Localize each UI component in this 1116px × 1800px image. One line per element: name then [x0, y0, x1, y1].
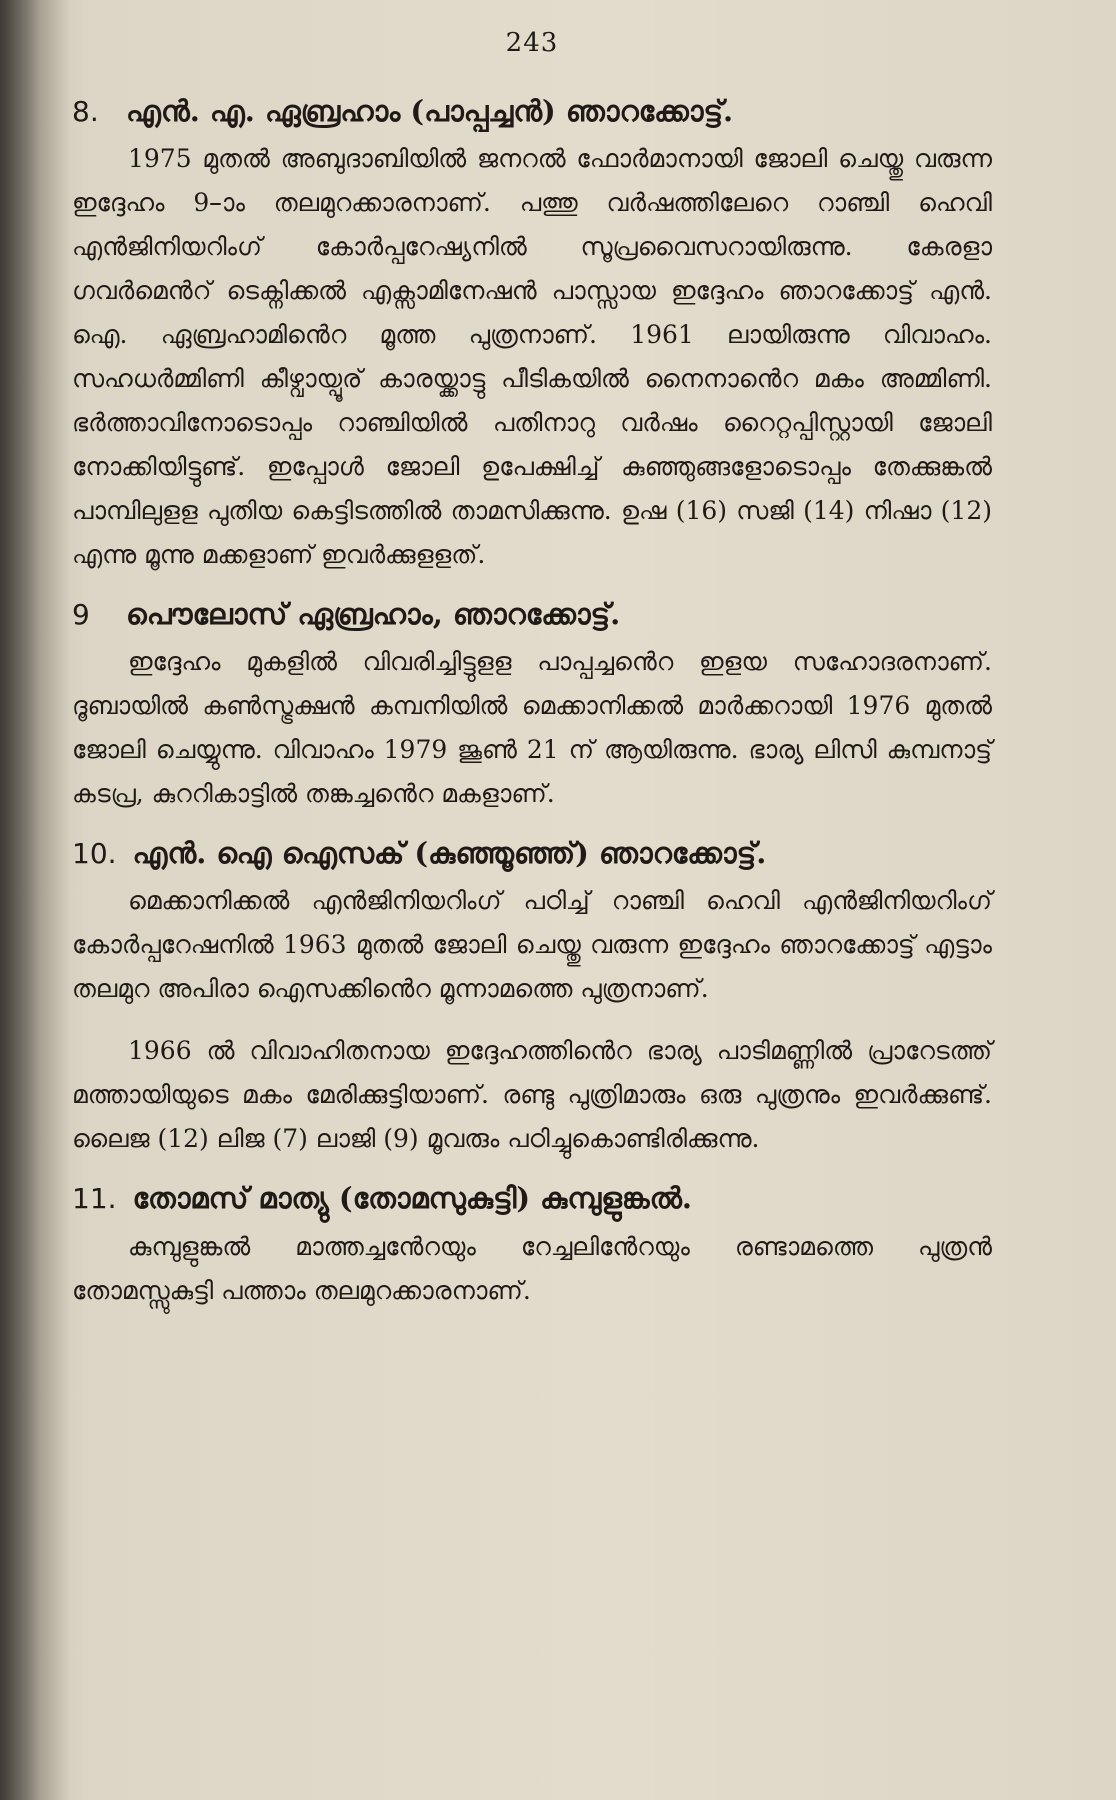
- page-content: [72, 20, 992, 1313]
- entry-title: പൌലോസ് ഏബ്രഹാം, ഞാറക്കോട്ട്.: [126, 597, 621, 632]
- binding-shadow: [0, 0, 70, 1800]
- entry-paragraph: കുമ്പുളുങ്കൽ മാത്തച്ചൻേറയും റേച്ചലിൻേറയും രണ്ടാമത്തെ പുത്രൻ തോമസ്സുകുട്ടി പത്താം തലമുറക്കാരനാണ്.: [72, 1231, 992, 1305]
- entry-heading: [72, 1179, 992, 1218]
- entry-title: എൻ. എ. ഏബ്രഹാം (പാപ്പച്ചൻ) ഞാറക്കോട്ട്.: [126, 94, 734, 128]
- entry-title: എൻ. ഐ ഐസക് (കുഞ്ഞൂഞ്ഞ്) ഞാറക്കോട്ട്.: [132, 836, 767, 871]
- entry-paragraph: ഇദ്ദേഹം മുകളിൽ വിവരിച്ചിട്ടുളള പാപ്പച്ചൻെറ ഇളയ സഹോദരനാണ്. ദൂബായിൽ കൺസ്ട്രക്ഷൻ കമ്പനിയിൽ മെക്കാനിക്കൽ മാർക്കറായി 1976 മുതൽ ജോലി ചെയ്യുന്നു. വിവാഹം 1979 ജൂൺ 21 ന് ആയിരുന്നു. ഭാര്യ ലിസി കുമ്പനാട്ട് കടപ്ര, കുററികാട്ടിൽ തങ്കച്ചൻെറ മകളാണ്.: [72, 647, 992, 809]
- entry-9: [72, 595, 992, 816]
- entry-10: [72, 834, 992, 1161]
- entry-paragraph: 1975 മുതൽ അബുദാബിയിൽ ജനറൽ ഫോർമാനായി ജോലി ചെയ്തു വരുന്ന ഇദ്ദേഹം 9–ാം തലമുറക്കാരനാണ്. പത്തു വർഷത്തിലേറെ റാഞ്ചി ഹെവി എൻജിനിയറിംഗ് കോർപ്പറേഷ്യനിൽ സൂപ്രവൈസറായിരുന്നു. കേരളാ ഗവർമെൻറ് ടെക്നിക്കൽ എക്സാമിനേഷൻ പാസ്സായ ഇദ്ദേഹം ഞാറക്കോട്ട് എൻ. ഐ. ഏബ്രഹാമിൻെറ മൂത്ത പുത്രനാണ്. 1961 ലായിരുന്നു വിവാഹം. സഹധർമ്മിണി കീഴ്വായ്പൂര് കാരയ്ക്കാട്ടു പീടികയിൽ നൈനാൻെറ മകം അമ്മിണി. ഭർത്താവിനോടൊപ്പം റാഞ്ചിയിൽ പതിനാറു വർഷം റൈറ്റപ്പിസ്റ്റായി ജോലി നോക്കിയിട്ടുണ്ട്. ഇപ്പോൾ ജോലി ഉപേക്ഷിച്ച് കുഞ്ഞുങ്ങളോടൊപ്പം തേക്കുങ്കൽ പാമ്പിലുളള പുതിയ കെട്ടിടത്തിൽ താമസിക്കുന്നു. ഉഷ (16) സജി (14) നിഷാ (12) എന്നു മൂന്നു മക്കളാണ് ഇവർക്കുളളത്.: [72, 144, 992, 570]
- entry-heading: [72, 834, 992, 873]
- entry-11: [72, 1179, 992, 1312]
- entry-heading: [72, 92, 992, 131]
- entry-8: [72, 92, 992, 577]
- entry-number: 11.: [72, 1182, 117, 1216]
- entry-paragraph: മെക്കാനിക്കൽ എൻജിനിയറിംഗ് പഠിച്ച് റാഞ്ചി ഹെവി എൻജിനിയറിംഗ് കോർപ്പറേഷനിൽ 1963 മുതൽ ജോലി ചെയ്തു വരുന്ന ഇദ്ദേഹം ഞാറക്കോട്ട് എട്ടാം തലമുറ അപിരാ ഐസക്കിൻെറ മൂന്നാമത്തെ പുത്രനാണ്.: [72, 886, 992, 1004]
- entry-title: തോമസ് മാത്യു (തോമസുകുട്ടി) കുമ്പുളുങ്കൽ.: [132, 1181, 693, 1216]
- page-number: 243: [505, 28, 559, 58]
- entry-number: 9: [72, 598, 90, 632]
- entry-paragraph: 1966 ൽ വിവാഹിതനായ ഇദ്ദേഹത്തിൻെറ ഭാര്യ പാടിമണ്ണിൽ പ്രാറേടത്ത് മത്തായിയുടെ മകം മേരിക്കുട്ടിയാണ്. രണ്ടു പുത്രിമാരും ഒരു പുത്രനും ഇവർക്കുണ്ട്. ലൈജ (12) ലിജ (7) ലാജി (9) മൂവരും പഠിച്ചുകൊണ്ടിരിക്കുന്നു.: [72, 1036, 992, 1154]
- entry-number: 10.: [72, 837, 117, 871]
- entry-heading: [72, 595, 992, 634]
- entry-number: 8.: [72, 95, 99, 128]
